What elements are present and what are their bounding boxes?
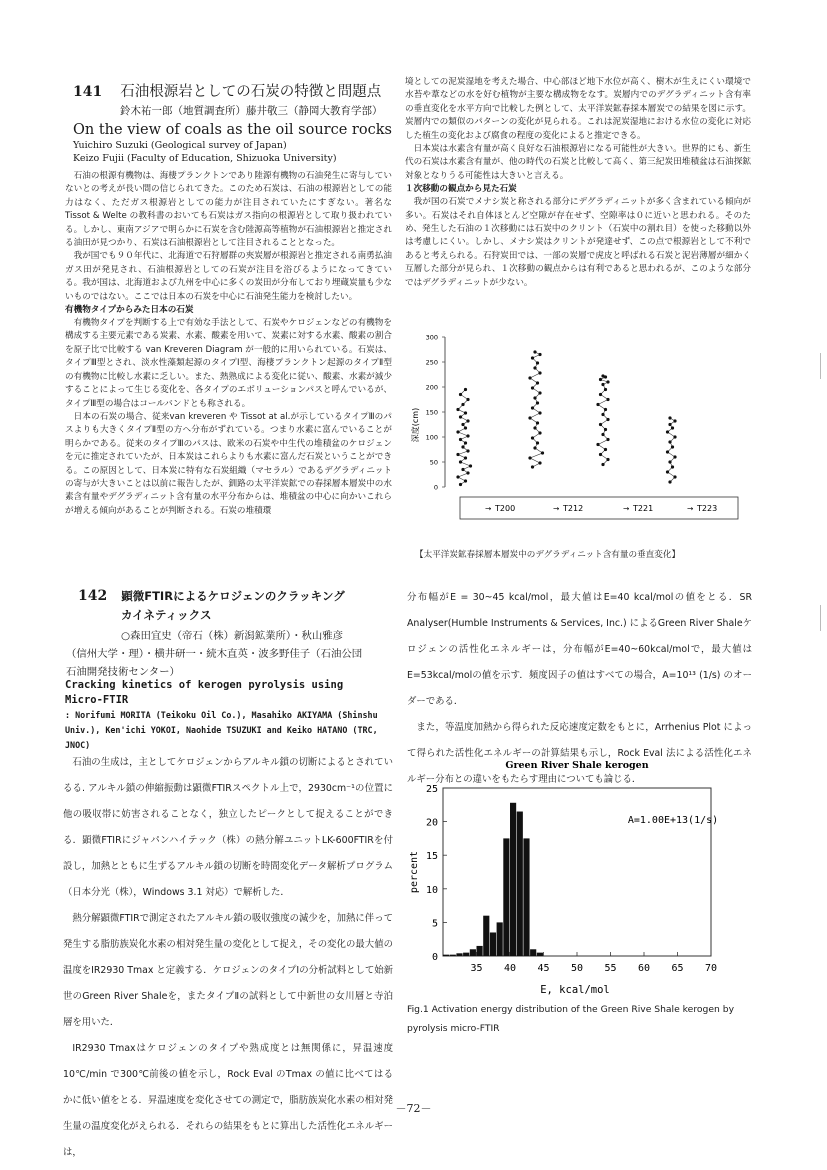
section1-paragraph-1: 有機物タイプを判断する上で有効な手法として、石炭やケロジェンなどの有機物を構成する主要元素である炭素、水素、酸素を用いて、炭素に対する水素、酸素の割合を原子比で比較する van Kreveren Diagram が一般的に用いられている。石炭は、タイプⅢ型とされ、淡水性藻類起源のタイプⅠ型、海棲プランクトン起源のタイプⅡ型の有機物に比較し水素に乏しい。また、熱熟成による変化に従い、酸素、水素が減少することによって生じる変化を、各タイプのエボリューションパスと呼んでいるが、タイプⅢ型の場合はコールバンドとも称される。	[65, 318, 392, 409]
data-point	[538, 461, 541, 464]
data-point	[466, 471, 469, 474]
data-point	[673, 455, 676, 458]
right-paragraph-2: また，等温度加熱から得られた反応速度定数をもとに，Arrhenius Plot によって得られた活性化エネルギーの計算結果も示し，Rock Eval 法による活性化エネルギー分布との違いをもたらす理由についても論じる．	[407, 722, 752, 785]
data-point	[466, 434, 469, 437]
activation-energy-chart	[405, 752, 785, 997]
legend-marker: →	[687, 504, 694, 513]
data-point	[461, 403, 464, 406]
data-point	[456, 453, 459, 456]
data-point	[606, 380, 609, 383]
left-paragraph-2: 熱分解顕微FTIRで測定されたアルキル鎖の吸収強度の減少を，加熱に伴って発生する脂肪族炭化水素の相対発生量の変化として捉え，その変化の最大値の温度をIR2930 Tmax と定義する．ケロジェンのタイプⅠの分析試料として始新世のGreen River Shaleを，またタイプⅡの試料として中新世の女川層と寺泊層を用いた．	[63, 913, 393, 1028]
data-point	[668, 423, 671, 426]
data-point	[469, 464, 472, 467]
data-point	[606, 438, 609, 441]
author1-en: Yuichiro Suzuki (Geological survey of Japan)	[73, 140, 287, 151]
paper1-header	[73, 80, 403, 165]
histogram-bar	[450, 955, 456, 956]
histogram-bar	[477, 946, 483, 956]
data-point	[461, 423, 464, 426]
right-paragraph-2: 日本炭は水素含有量が高く良好な石油根源岩になる可能性が大きい。世界的にも、新生代の石炭は水素含有量が、他の時代の石炭と比較して高く、第三紀炭田堆積盆は石油探鉱対象となりうる可能性は大きいと言える。	[405, 144, 751, 181]
page-edge-mark	[820, 605, 827, 631]
y-tick-label: 150	[425, 408, 438, 417]
data-point	[671, 445, 674, 448]
paper-title-en: Cracking kinetics of kerogen pyrolysis using Micro-FTIR	[65, 679, 344, 706]
right-paragraph-1: 分布幅がE = 30~45 kcal/mol，最大値はE=40 kcal/molの値をとる．SR Analyser(Humble Instruments & Services, Inc.) によるGreen River Shaleケロジェンの活性化エネルギーは，分布幅がE=40~60kcal/molで，最大値はE=53kcal/molの値を示す．頻度因子の値はすべての場合，A=10¹³ (1/s) のオーダーである．	[407, 592, 752, 707]
data-point	[459, 415, 462, 418]
data-point	[601, 413, 604, 416]
data-point	[531, 436, 534, 439]
data-point	[536, 381, 539, 384]
legend-item: T221	[633, 504, 654, 513]
legend-marker: →	[553, 504, 560, 513]
series-T221	[596, 374, 609, 466]
data-point	[599, 423, 602, 426]
y-tick-label: 5	[431, 918, 438, 930]
histogram-bar	[443, 955, 449, 956]
histogram-bar	[523, 838, 529, 956]
profile-chart	[405, 325, 755, 540]
data-point	[531, 356, 534, 359]
section-heading: １次移動の観点から見た石炭	[405, 184, 517, 195]
legend-item: T223	[697, 504, 718, 513]
legend-item: T212	[563, 504, 584, 513]
histogram-bar	[497, 922, 503, 956]
y-axis-label: percent	[409, 850, 420, 894]
legend-marker: →	[485, 504, 492, 513]
data-point	[528, 456, 531, 459]
data-point	[464, 479, 467, 482]
data-point	[596, 403, 599, 406]
data-point	[673, 419, 676, 422]
data-point	[533, 426, 536, 429]
y-axis-label: 深度(cm)	[411, 407, 420, 443]
figure-caption: 【太平洋炭鉱春採層本層炭中のデグラディニット含有量の垂直変化】	[415, 550, 681, 560]
data-point	[533, 366, 536, 369]
data-point	[604, 408, 607, 411]
data-point	[671, 465, 674, 468]
data-point	[528, 416, 531, 419]
data-point	[606, 458, 609, 461]
paper2-english-header	[65, 678, 387, 753]
data-point	[668, 416, 671, 419]
y-tick-label: 50	[429, 458, 438, 467]
paper-number: 142	[78, 588, 108, 604]
y-tick-label: 10	[425, 884, 438, 896]
paper2-header	[66, 588, 398, 678]
histogram-bar	[483, 916, 489, 956]
frequency-factor-annotation: A=1.00E+13(1/s)	[627, 815, 719, 826]
data-point	[464, 456, 467, 459]
paper-title-ja: 石油根源岩としての石炭の特徴と問題点	[120, 84, 382, 100]
data-point	[673, 475, 676, 478]
data-point	[528, 376, 531, 379]
x-tick-label: 35	[470, 963, 483, 974]
histogram-bar	[503, 838, 509, 956]
histogram-bar	[463, 953, 469, 956]
data-point	[531, 386, 534, 389]
data-point	[459, 438, 462, 441]
histogram-bar	[456, 953, 462, 956]
y-tick-label: 100	[425, 433, 438, 442]
x-tick-label: 60	[637, 963, 651, 974]
chart-title: Green River Shale kerogen	[505, 760, 649, 771]
data-point	[668, 440, 671, 443]
series-T212	[528, 350, 544, 468]
y-tick-label: 15	[425, 851, 438, 863]
series-line	[530, 352, 543, 467]
left-paragraph-1: 石油の生成は，主としてケロジェンからアルキル鎖の切断によるとされているる. アルキル鎖の伸縮振動は顕微FTIRスペクトル上で，2930cm⁻¹の位置に他の吸収帯に妨害されることなく，独立したピークとして捉えることができる．顕微FTIRにジャパンハイテック（株）の熱分解ユニットLK-600FTIRを付設し，加熱とともに生ずるアルキル鎖の切断を時間変化データ解析プログラム（日本分光（株），Windows 3.1 対応）で解析した．	[63, 757, 393, 898]
data-point	[536, 361, 539, 364]
data-point	[536, 441, 539, 444]
data-point	[459, 393, 462, 396]
authors-ja-line2: （信州大学・理）・横井研一・続木直英・波多野佳子（石油公団	[66, 648, 363, 660]
data-point	[531, 465, 534, 468]
data-point	[464, 411, 467, 414]
data-point	[599, 378, 602, 381]
paper1-right-column	[405, 76, 751, 290]
right-paragraph-1: 境としての泥炭湿地を考えた場合、中心部ほど地下水位が高く、樹木が生えにくい環境で水苔や葦などの水を好む植物が主要な構成物をなす。炭層内でのデグラディニット含有率の垂直変化を水平方向で比較した例として、太平洋炭鉱春採本層炭での結果を図に示す。炭層内での類似のパターンの変化が見られる。これは泥炭湿地における水位の変化に対応した植生の変化および腐食の程度の変化によると推定できる。	[405, 77, 751, 141]
paper-title-ja-line1: 顕微FTIRによるケロジェンのクラッキング	[121, 589, 345, 603]
data-point	[666, 470, 669, 473]
data-point	[673, 435, 676, 438]
authors-en: : Norifumi MORITA (Teikoku Oil Co.), Masahiko AKIYAMA (Shinshu Univ.), Ken'ichi YOKOI, Naohide TSUZUKI and Keiko HATANO (TRC, JNOC)	[65, 710, 378, 750]
data-point	[456, 430, 459, 433]
data-point	[533, 396, 536, 399]
data-point	[604, 448, 607, 451]
data-point	[606, 398, 609, 401]
paper-title-en: On the view of coals as the oil source rocks	[73, 122, 392, 138]
data-point	[538, 411, 541, 414]
paper-title-ja-line2: カイネティックス	[121, 608, 212, 622]
profile-legend	[460, 497, 738, 519]
paper1-left-column	[65, 170, 392, 518]
intro-paragraph-1: 石油の根源有機物は、海棲プランクトンであり陸源有機物の石油発生に寄与していないとの考えが長い間の信じられてきた。このため石炭は、石油の根源岩としての能力はなく、ただガス根源岩としての能力が注目されていたにすぎない。著名な Tissot & Welte の教科書のおいても石炭はガス指向の根源岩として取り扱われている。しかし、東南アジアで明らかに石炭を含む陸源高等植物が石油根源岩と推定される油田が見つかり、石炭は石油根源岩として注目されることとなった。	[65, 171, 392, 249]
data-point	[538, 391, 541, 394]
data-point	[533, 350, 536, 353]
data-point	[666, 430, 669, 433]
data-point	[538, 353, 541, 356]
data-point	[464, 426, 467, 429]
data-point	[596, 443, 599, 446]
data-point	[666, 450, 669, 453]
data-point	[538, 371, 541, 374]
data-point	[606, 418, 609, 421]
x-tick-label: 55	[604, 963, 617, 974]
intro-paragraph-2: 我が国でも９０年代に、北海道で石狩層群の夾炭層が根源岩と推定される南勇払油ガス田が発見され、石油根源岩としての石炭が注目を浴びるようになってきている。我が国は、北海道および九州を中心に多くの炭田が分布しており埋蔵炭量も少ないものではない。ここでは日本の石炭を中心に石油発生能力を検討したい。	[65, 251, 392, 302]
section1-paragraph-2: 日本の石炭の場合、従来van kreveren や Tissot at al.が示しているタイプⅢのパスよりも大きくタイプⅡ型の方へ分布がずれている。つまり水素に富んでいることが明らかである。従来のタイプⅢのパスは、欧米の石炭や中生代の堆積盆のケロジェンを元に推定されていたが、日本炭はこれらよりも水素に富んだ石炭ということができる。この原因として、日本炭に特有な石炭組織（マセラル）であるデグラディニットの寄与が大きいことは以前に報告したが、釧路の太平洋炭鉱での春採層本層炭中の水素含有量やデグラディニット含有量の水平分布からは、堆積盆の中心に向かいこれらが増える傾向があることが判断される。石炭の堆積環	[65, 411, 392, 516]
y-tick-label: 300	[425, 333, 438, 342]
histogram-bar	[517, 812, 523, 956]
left-paragraph-3: IR2930 Tmaxはケロジェンのタイプや熟成度とは無関係に，昇温速度10℃/min で300℃前後の値を示し，Rock Eval のTmax の値に比べてはるかに低い値をとる．昇温速度を変化させての測定で，脂肪族炭化水素の相対発生量の温度変化がえられる．それらの結果をもとに算出した活性化エネルギーは，	[63, 1043, 393, 1158]
data-point	[599, 453, 602, 456]
legend-marker: →	[623, 504, 630, 513]
data-point	[604, 428, 607, 431]
y-tick-label: 20	[425, 817, 438, 829]
paper-number: 141	[73, 84, 103, 100]
data-point	[456, 408, 459, 411]
data-point	[466, 419, 469, 422]
histogram-bar	[537, 953, 543, 956]
data-point	[601, 374, 604, 377]
page-edge-mark	[820, 353, 827, 379]
x-tick-label: 50	[570, 963, 584, 974]
y-tick-label: 0	[431, 952, 438, 963]
data-point	[533, 446, 536, 449]
data-point	[604, 388, 607, 391]
x-axis-label: E, kcal/mol	[540, 984, 610, 996]
histogram-bar	[510, 803, 516, 956]
y-tick-label: 200	[425, 383, 438, 392]
data-point	[601, 433, 604, 436]
data-point	[536, 421, 539, 424]
data-point	[461, 445, 464, 448]
y-tick-label: 25	[425, 784, 438, 795]
profile-plot-area	[410, 334, 677, 492]
data-point	[464, 441, 467, 444]
page-number: －72－	[395, 1102, 432, 1115]
x-tick-label: 40	[503, 963, 517, 974]
section-heading: 有機物タイプからみた日本の石炭	[65, 305, 194, 316]
legend-item: T200	[495, 504, 516, 513]
x-tick-label: 45	[537, 963, 550, 974]
authors-ja-line1: ○森田宜史（帝石（株）新潟鉱業所）・秋山雅彦	[121, 630, 344, 642]
y-tick-label: 0	[433, 483, 438, 492]
data-point	[671, 426, 674, 429]
x-tick-label: 70	[704, 963, 718, 974]
histogram-bar	[470, 949, 476, 956]
data-point	[466, 449, 469, 452]
series-T200	[456, 388, 472, 486]
data-point	[456, 475, 459, 478]
data-point	[459, 483, 462, 486]
data-point	[459, 460, 462, 463]
data-point	[601, 463, 604, 466]
data-point	[531, 406, 534, 409]
series-T223	[666, 416, 677, 483]
y-tick-label: 250	[425, 358, 438, 367]
authors-ja: 鈴木祐一郎（地質調査所）藤井敬三（静岡大教育学部）	[120, 105, 383, 117]
histogram-bar	[490, 932, 496, 956]
data-point	[601, 383, 604, 386]
data-point	[668, 460, 671, 463]
data-point	[466, 398, 469, 401]
data-point	[536, 401, 539, 404]
data-point	[461, 468, 464, 471]
x-tick-label: 65	[671, 963, 684, 974]
figure-caption: Fig.1 Activation energy distribution of the Green Rive Shale kerogen by pyrolysis micro-FTIR	[407, 1004, 735, 1034]
authors-ja-line3: 石油開発技術センター）	[66, 666, 180, 678]
data-point	[541, 451, 544, 454]
data-point	[464, 388, 467, 391]
section2-paragraph-1: 我が国の石炭でメナシ炭と称される部分にデグラディニットが多く含まれている傾向が多い。石炭はそれ自体ほとんど空隙が存在せず、空隙率は０に近いと思われる。そのため、発生した石油の１次移動には石炭中のクリント（石炭中の割れ目）を使った移動以外は考慮しにくい。しかし、メナシ炭はクリントが発達せず、この点で根源岩として不利であると考えられる。石狩炭田では、一部の炭層で虎皮と呼ばれる石炭と泥岩薄層が細かく互層した部分が見られ、１次移動の観点からは有利であると思われるが、このような部分ではデグラディニットが少ない。	[405, 197, 751, 288]
histogram-bar	[530, 949, 536, 956]
data-point	[599, 393, 602, 396]
data-point	[668, 480, 671, 483]
data-point	[538, 431, 541, 434]
author2-en: Keizo Fujii (Faculty of Education, Shizuoka University)	[73, 153, 337, 164]
